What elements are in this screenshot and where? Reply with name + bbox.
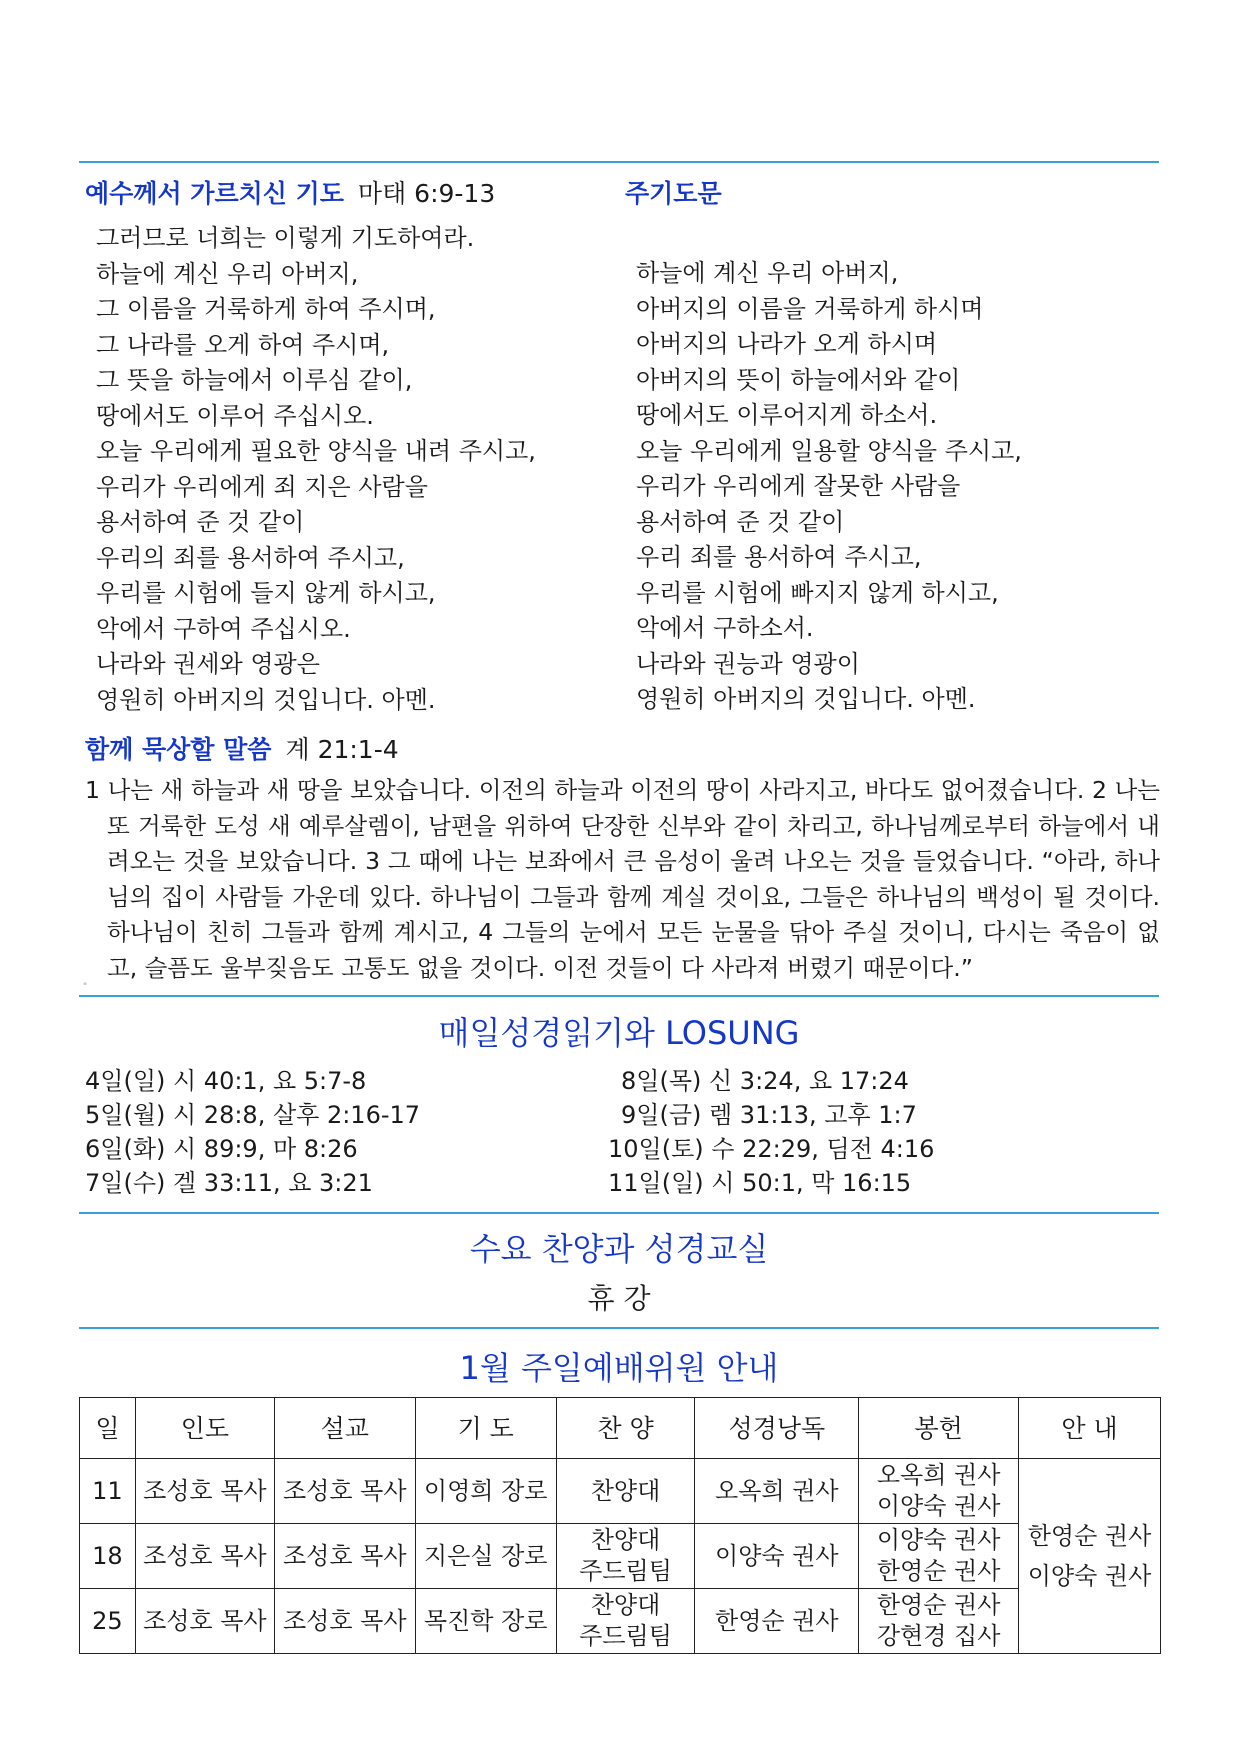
cell-day: 25 — [80, 1589, 136, 1654]
prayer-line: 그러므로 너희는 이렇게 기도하여라. — [96, 224, 475, 252]
cell-lead: 조성호 목사 — [135, 1524, 274, 1589]
daily-reading-left — [85, 1064, 420, 1200]
prayer-heading — [85, 174, 495, 210]
lords-prayer-line: 용서하여 준 것 같이 — [636, 507, 845, 536]
lords-prayer-lines — [636, 256, 1022, 718]
prayer-line: 그 나라를 오게 하여 주시며, — [96, 330, 390, 359]
offering-line: 이양숙 권사 — [876, 1492, 1001, 1520]
praise-line: 찬양대 — [590, 1591, 661, 1619]
top-rule — [79, 161, 1159, 163]
praise-line: 주드림팀 — [579, 1557, 672, 1585]
prayer-reference: 마태 6:9-13 — [357, 179, 496, 208]
table-row — [80, 1589, 1161, 1654]
cell-usher — [1019, 1459, 1161, 1654]
prayer-lines — [96, 221, 536, 718]
lords-prayer-line: 우리 죄를 용서하여 주시고, — [636, 543, 922, 571]
lords-prayer-line: 아버지의 뜻이 하늘에서와 같이 — [636, 365, 961, 394]
offering-line: 한영순 권사 — [876, 1591, 1001, 1619]
header-prayer: 기 도 — [415, 1398, 556, 1459]
reading-entry: 5일(월) 시 28:8, 살후 2:16-17 — [85, 1101, 421, 1129]
cell-sermon: 조성호 목사 — [274, 1459, 415, 1524]
section-rule — [79, 1212, 1159, 1214]
daily-reading-title: 매일성경읽기와 LOSUNG — [438, 1014, 800, 1052]
lords-prayer-line: 아버지의 이름을 거룩하게 하시며 — [636, 294, 984, 323]
daily-reading-right — [608, 1064, 934, 1200]
cell-offering — [859, 1524, 1019, 1589]
cell-offering — [859, 1589, 1019, 1654]
reading-entry: 10일(토) 수 22:29, 딤전 4:16 — [608, 1135, 935, 1163]
reading-entry: 4일(일) 시 40:1, 요 5:7-8 — [85, 1067, 367, 1095]
lords-prayer-line: 나라와 권능과 영광이 — [636, 649, 860, 678]
meditation-passage: 1 나는 새 하늘과 새 땅을 보았습니다. 이전의 하늘과 이전의 땅이 사라지고, 바다도 없어졌습니다. 2 나는 또 거룩한 도성 새 예루살렘이, 남편을 위하여 단장한 신부와 같이 차리고, 하나님께로부터 하늘에서 내려오는 것을 보았습니다. 3 그 때에 나는 보좌에서 큰 음성이 울려 나오는 것을 들었습니다. “아라, 하나님의 집이 사람들 가운데 있다. 하나님이 그들과 함께 계실 것이요, 그들은 하나님의 백성이 될 것이다. 하나님이 친히 그들과 함께 계시고, 4 그들의 눈에서 모든 눈물을 닦아 주실 것이니, 다시는 죽음이 없고, 슬픔도 울부짖음도 고통도 없을 것이다. 이전 것들이 다 사라져 버렸기 때문이다.” — [85, 776, 1160, 982]
cell-lead: 조성호 목사 — [135, 1459, 274, 1524]
table-row — [80, 1459, 1161, 1524]
reading-entry: 8일(목) 신 3:24, 요 17:24 — [621, 1067, 909, 1095]
reading-entry: 7일(수) 겔 33:11, 요 3:21 — [85, 1169, 373, 1197]
lords-prayer-heading: 주기도문 — [625, 179, 722, 208]
offering-line: 오옥희 권사 — [876, 1461, 1001, 1489]
cell-praise — [556, 1524, 695, 1589]
lords-prayer-line: 오늘 우리에게 일용할 양식을 주시고, — [636, 436, 1022, 465]
table-header-row — [80, 1398, 1161, 1459]
header-offering: 봉헌 — [859, 1398, 1019, 1459]
lords-prayer-line: 우리를 시험에 빠지지 않게 하시고, — [636, 578, 999, 607]
header-day: 일 — [80, 1398, 136, 1459]
reading-entry: 9일(금) 렘 31:13, 고후 1:7 — [621, 1101, 917, 1129]
cell-praise — [556, 1589, 695, 1654]
praise-line: 찬양대 — [590, 1476, 661, 1505]
usher-line: 한영순 권사 — [1027, 1522, 1152, 1550]
prayer-line: 우리를 시험에 들지 않게 하시고, — [96, 579, 436, 607]
prayer-line: 우리가 우리에게 죄 지은 사람을 — [96, 472, 428, 501]
offering-line: 한영순 권사 — [876, 1557, 1001, 1585]
cell-reading: 오옥희 권사 — [695, 1459, 859, 1524]
meditation-heading — [85, 730, 399, 766]
prayer-line: 땅에서도 이루어 주십시오. — [96, 401, 374, 430]
footnote-mark: " — [83, 982, 88, 992]
reading-entry: 11일(일) 시 50:1, 막 16:15 — [608, 1169, 912, 1197]
header-lead: 인도 — [135, 1398, 274, 1459]
prayer-heading-title: 예수께서 가르치신 기도 — [85, 179, 344, 208]
prayer-line: 용서하여 준 것 같이 — [96, 508, 305, 536]
prayer-line: 우리의 죄를 용서하여 주시고, — [96, 543, 405, 572]
header-praise: 찬 양 — [556, 1398, 695, 1459]
lords-prayer-line: 악에서 구하소서. — [636, 614, 814, 642]
header-sermon: 설교 — [274, 1398, 415, 1459]
header-usher: 안 내 — [1019, 1398, 1161, 1459]
prayer-line: 악에서 구하여 주십시오. — [96, 614, 351, 643]
section-rule — [79, 1327, 1159, 1329]
cell-offering — [859, 1459, 1019, 1524]
prayer-line: 그 뜻을 하늘에서 이루심 같이, — [96, 366, 413, 394]
prayer-line: 하늘에 계신 우리 아버지, — [96, 259, 359, 288]
duty-table-title: 1월 주일예배위원 안내 — [459, 1349, 779, 1387]
cell-prayer: 이영희 장로 — [415, 1459, 556, 1524]
offering-line: 이양숙 권사 — [876, 1526, 1001, 1554]
wednesday-status: 휴 강 — [587, 1282, 651, 1315]
table-row — [80, 1524, 1161, 1589]
lords-prayer-line: 땅에서도 이루어지게 하소서. — [636, 401, 938, 429]
offering-line: 강현경 집사 — [876, 1622, 1001, 1650]
prayer-line: 나라와 권세와 영광은 — [96, 650, 320, 678]
cell-sermon: 조성호 목사 — [274, 1524, 415, 1589]
lords-prayer-line: 우리가 우리에게 잘못한 사람을 — [636, 472, 961, 500]
praise-line: 주드림팀 — [579, 1622, 672, 1650]
cell-day: 11 — [80, 1459, 136, 1524]
prayer-line: 영원히 아버지의 것입니다. 아멘. — [96, 685, 436, 714]
cell-day: 18 — [80, 1524, 136, 1589]
usher-line: 이양숙 권사 — [1027, 1562, 1152, 1590]
lords-prayer-line: 하늘에 계신 우리 아버지, — [636, 259, 899, 287]
prayer-line: 그 이름을 거룩하게 하여 주시며, — [96, 295, 436, 323]
cell-lead: 조성호 목사 — [135, 1589, 274, 1654]
cell-praise — [556, 1459, 695, 1524]
duty-table — [79, 1397, 1161, 1654]
wednesday-title: 수요 찬양과 성경교실 — [469, 1230, 769, 1268]
prayer-line: 오늘 우리에게 필요한 양식을 내려 주시고, — [96, 437, 536, 465]
cell-sermon: 조성호 목사 — [274, 1589, 415, 1654]
lords-prayer-line: 아버지의 나라가 오게 하시며 — [636, 330, 938, 358]
meditation-reference: 계 21:1-4 — [285, 735, 399, 764]
cell-prayer: 지은실 장로 — [415, 1524, 556, 1589]
praise-line: 찬양대 — [590, 1526, 661, 1554]
lords-prayer-line: 영원히 아버지의 것입니다. 아멘. — [636, 685, 976, 713]
header-reading: 성경낭독 — [695, 1398, 859, 1459]
section-rule — [79, 995, 1159, 997]
reading-entry: 6일(화) 시 89:9, 마 8:26 — [85, 1135, 358, 1163]
cell-reading: 이양숙 권사 — [695, 1524, 859, 1589]
meditation-heading-title: 함께 묵상할 말씀 — [85, 735, 272, 764]
cell-prayer: 목진학 장로 — [415, 1589, 556, 1654]
cell-reading: 한영순 권사 — [695, 1589, 859, 1654]
